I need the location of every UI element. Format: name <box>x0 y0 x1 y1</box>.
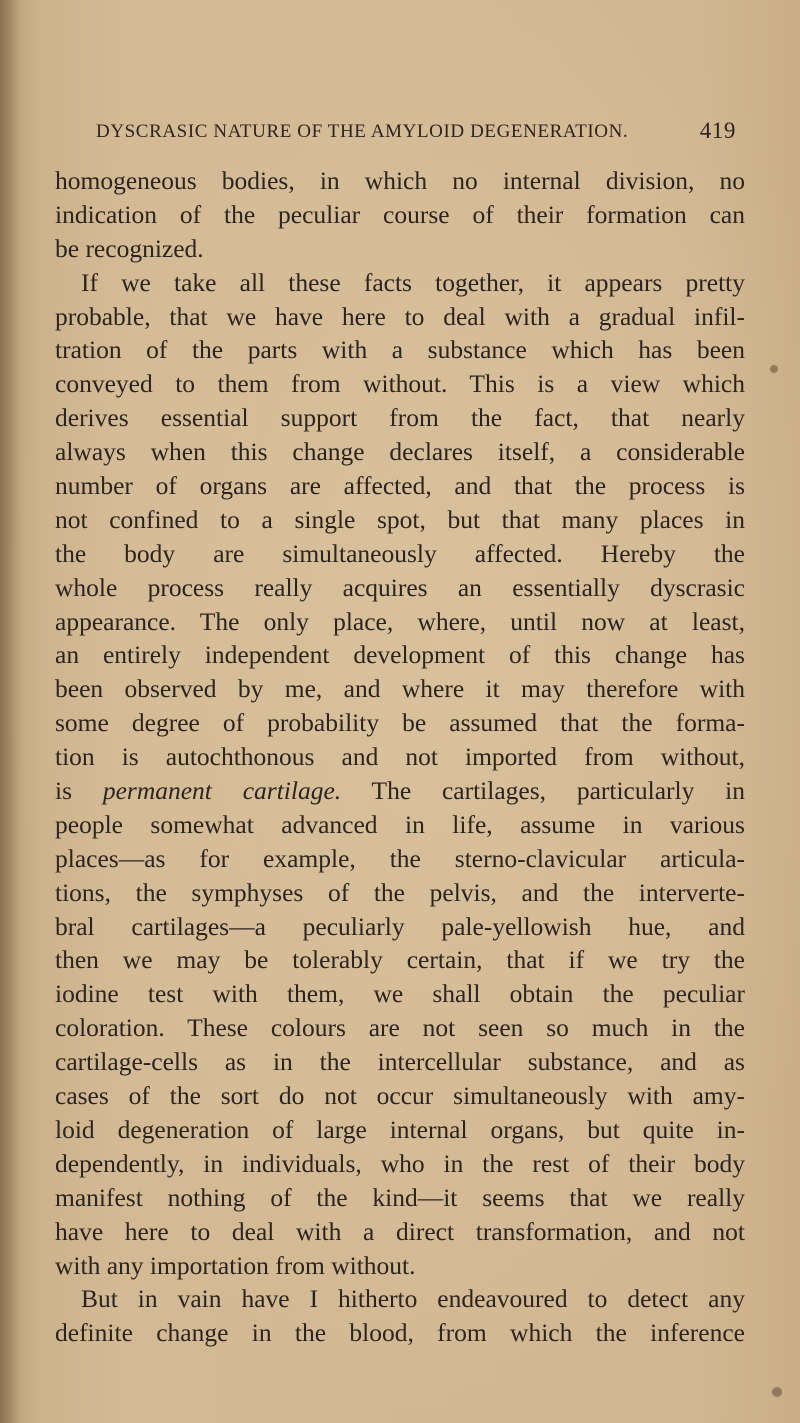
text-line: coloration. These colours are not seen so much in the <box>55 1013 745 1043</box>
body-text <box>55 164 745 1350</box>
text-line: cases of the sort do not occur simultaneously with amy- <box>55 1081 745 1111</box>
running-head <box>96 118 736 151</box>
text-line: the body are simultaneously affected. Hereby the <box>55 538 745 568</box>
text-line: an entirely independent development of this change has <box>55 640 745 670</box>
text-line: places—as for example, the sterno-clavicular articula- <box>55 843 745 873</box>
text-line: number of organs are affected, and that the process is <box>55 471 745 501</box>
page-number: 419 <box>699 118 736 143</box>
paper-speck <box>772 1387 782 1397</box>
text-line: have here to deal with a direct transformation, and not <box>55 1216 745 1246</box>
text-line: cartilage-cells as in the intercellular substance, and as <box>55 1047 745 1077</box>
text-line: probable, that we have here to deal with a gradual infil- <box>55 301 745 331</box>
text-line-with-italic <box>55 774 745 808</box>
text-segment: is <box>55 776 103 806</box>
text-line: dependently, in individuals, who in the rest of their body <box>55 1148 745 1178</box>
text-line: homogeneous bodies, in which no internal division, no <box>55 166 745 195</box>
text-line: always when this change declares itself, a considerable <box>55 437 745 467</box>
text-line: iodine test with them, we shall obtain the peculiar <box>55 979 745 1009</box>
text-line: not confined to a single spot, but that many places in <box>55 504 745 534</box>
text-line: But in vain have I hitherto endeavoured to detect any <box>81 1284 745 1314</box>
text-line: then we may be tolerably certain, that if we try the <box>55 945 745 975</box>
text-line: with any importation from without. <box>55 1250 416 1280</box>
text-line: If we take all these facts together, it appears pretty <box>81 267 745 297</box>
text-segment: The cartilages, particularly in <box>341 776 745 806</box>
text-line: conveyed to them from without. This is a view which <box>55 369 745 399</box>
text-line: appearance. The only place, where, until now at least, <box>55 606 745 636</box>
text-line: definite change in the blood, from which the inference <box>55 1318 745 1348</box>
text-line: tions, the symphyses of the pelvis, and the interverte- <box>55 877 745 907</box>
text-line: been observed by me, and where it may therefore with <box>55 674 745 704</box>
text-line: whole process really acquires an essentially dyscrasic <box>55 572 745 602</box>
text-line: tration of the parts with a substance which has been <box>55 335 745 365</box>
text-line: be recognized. <box>55 233 204 263</box>
running-head-title: DYSCRASIC NATURE OF THE AMYLOID DEGENERATION. <box>96 121 629 142</box>
text-line: some degree of probability be assumed that the forma- <box>55 708 745 738</box>
text-line: derives essential support from the fact, that nearly <box>55 403 745 433</box>
text-line: bral cartilages—a peculiarly pale-yellowish hue, and <box>55 911 745 941</box>
paper-speck <box>770 365 778 373</box>
text-line: people somewhat advanced in life, assume in various <box>55 809 745 839</box>
text-line: manifest nothing of the kind—it seems that we really <box>55 1182 745 1212</box>
text-line: loid degeneration of large internal organs, but quite in- <box>55 1114 745 1144</box>
italic-term: permanent cartilage. <box>102 776 342 806</box>
text-line: indication of the peculiar course of their formation can <box>55 199 745 229</box>
text-line: tion is autochthonous and not imported from without, <box>55 742 745 772</box>
gutter-shadow <box>0 0 22 1423</box>
